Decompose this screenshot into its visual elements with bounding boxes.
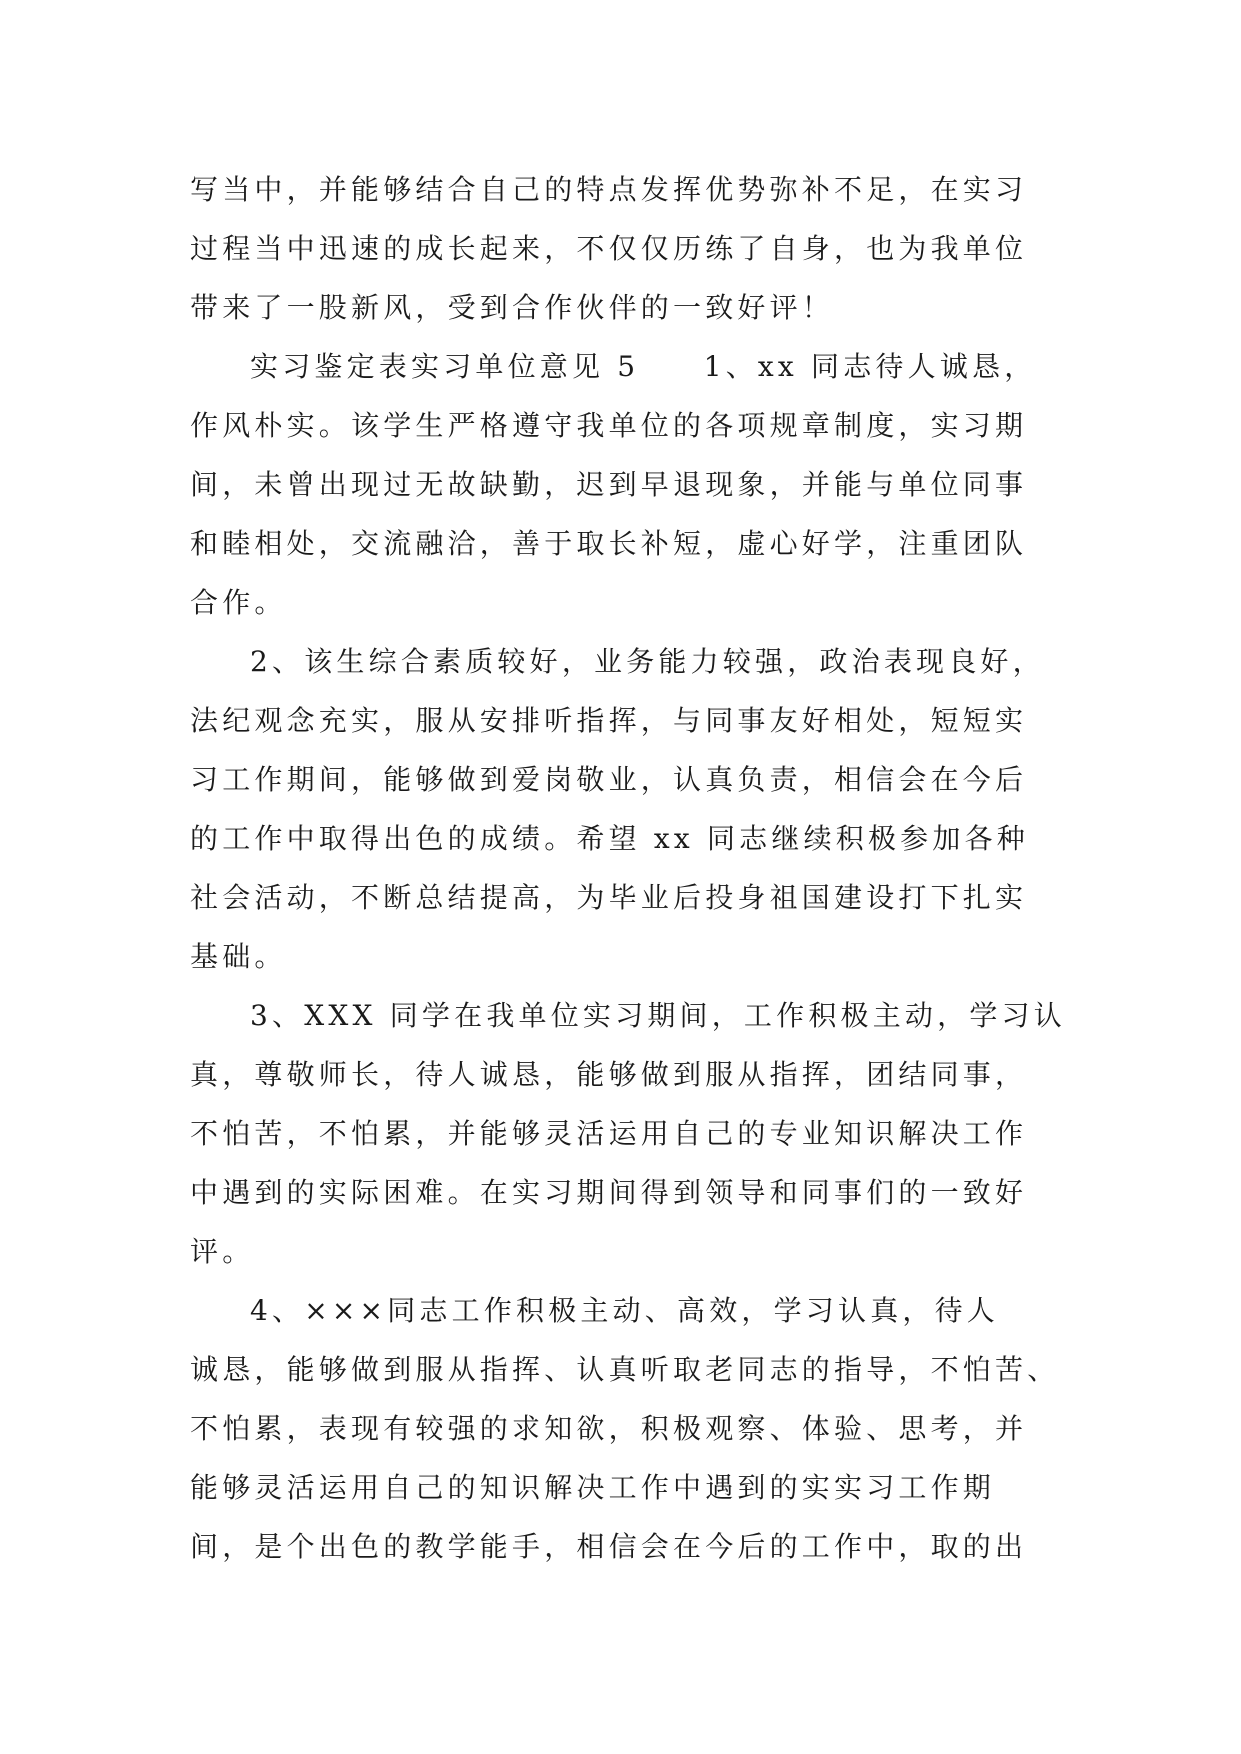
text-line: 不怕累，表现有较强的求知欲，积极观察、体验、思考，并 (190, 1412, 1028, 1445)
paragraph-first-line: 实习鉴定表实习单位意见 5 1、xx 同志待人诚恳， (250, 350, 1037, 383)
text-line: 基础。 (190, 940, 287, 973)
text-line: 不怕苦，不怕累，并能够灵活运用自己的专业知识解决工作 (190, 1117, 1028, 1150)
text-line: 评。 (190, 1235, 255, 1268)
text-line: 社会活动，不断总结提高，为毕业后投身祖国建设打下扎实 (190, 881, 1028, 914)
text-line: 真，尊敬师长，待人诚恳，能够做到服从指挥，团结同事， (190, 1058, 1028, 1091)
text-line: 写当中，并能够结合自己的特点发挥优势弥补不足，在实习 (190, 173, 1028, 206)
paragraph-first-line: 3、XXX 同学在我单位实习期间，工作积极主动，学习认 (250, 999, 1066, 1032)
text-line: 合作。 (190, 586, 287, 619)
text-line: 间，是个出色的教学能手，相信会在今后的工作中，取的出 (190, 1530, 1028, 1563)
text-line: 的工作中取得出色的成绩。希望 xx 同志继续积极参加各种 (190, 822, 1029, 855)
text-line: 间，未曾出现过无故缺勤，迟到早退现象，并能与单位同事 (190, 468, 1028, 501)
paragraph-first-line: 2、该生综合素质较好，业务能力较强，政治表现良好， (250, 645, 1045, 678)
text-line: 带来了一股新风，受到合作伙伴的一致好评！ (190, 291, 835, 324)
document-body (190, 160, 1066, 1576)
text-line: 中遇到的实际困难。在实习期间得到领导和同事们的一致好 (190, 1176, 1028, 1209)
paragraph-first-line: 4、×××同志工作积极主动、高效，学习认真，待人 (250, 1294, 999, 1327)
text-line: 能够灵活运用自己的知识解决工作中遇到的实实习工作期 (190, 1471, 996, 1504)
text-line: 法纪观念充实，服从安排听指挥，与同事友好相处，短短实 (190, 704, 1028, 737)
text-line: 诚恳，能够做到服从指挥、认真听取老同志的指导，不怕苦、 (190, 1353, 1060, 1386)
text-line: 过程当中迅速的成长起来，不仅仅历练了自身，也为我单位 (190, 232, 1028, 265)
text-line: 和睦相处，交流融洽，善于取长补短，虚心好学，注重团队 (190, 527, 1028, 560)
text-line: 作风朴实。该学生严格遵守我单位的各项规章制度，实习期 (190, 409, 1028, 442)
text-line: 习工作期间，能够做到爱岗敬业，认真负责，相信会在今后 (190, 763, 1028, 796)
